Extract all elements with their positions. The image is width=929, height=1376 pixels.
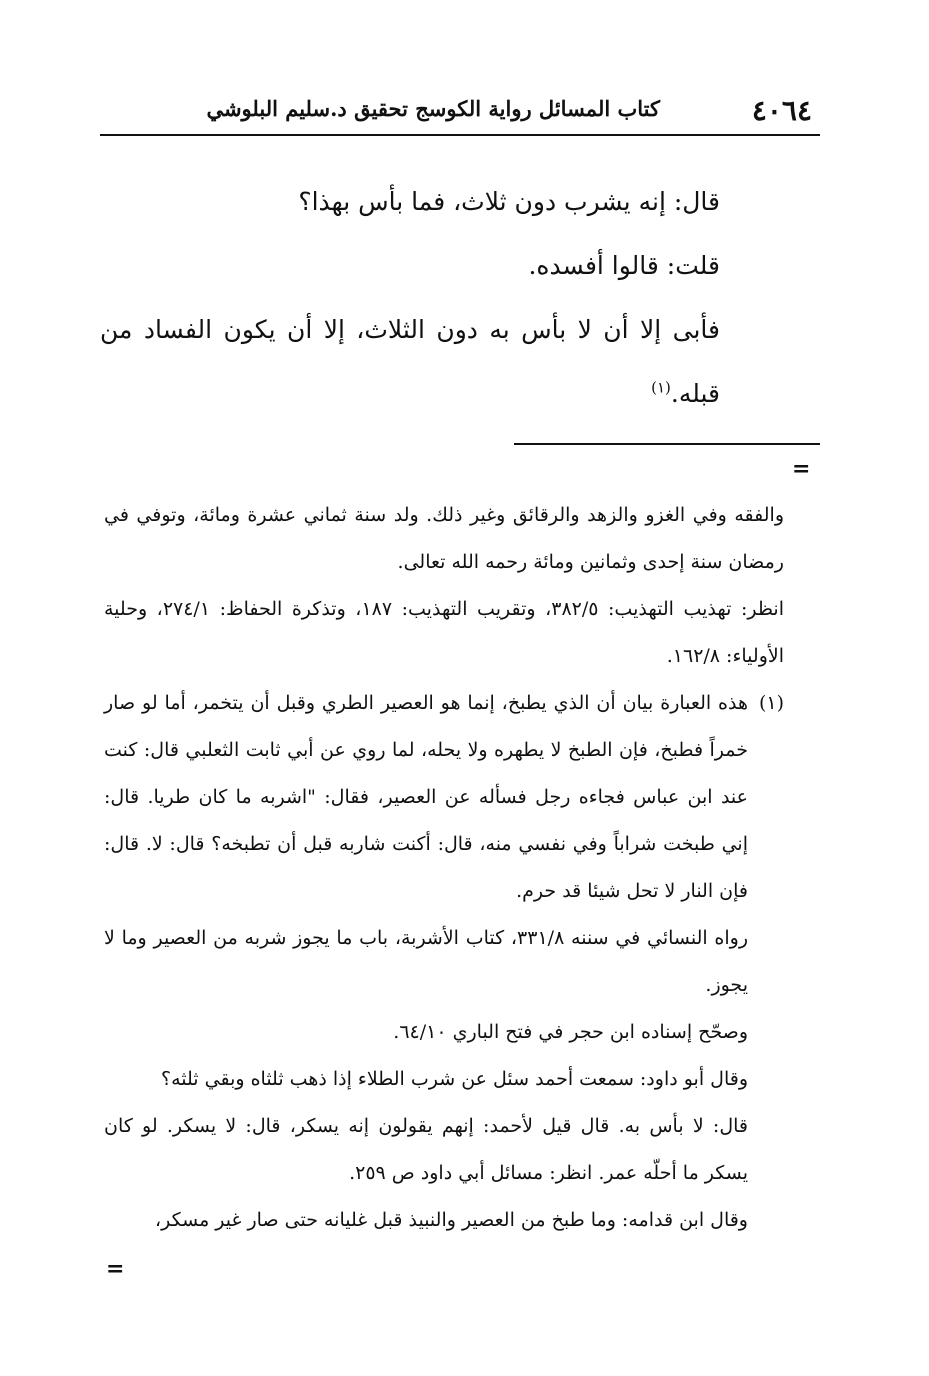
- footnote-separator: [514, 443, 820, 445]
- footnote-continued-paragraph: والفقه وفي الغزو والزهد والرقائق وغير ذلك. ولد سنة ثماني عشرة ومائة، وتوفي في رمضان سنة إحدى وثمانين ومائة رحمه الله تعالى.: [104, 504, 784, 573]
- footnote-paragraph: وقال أبو داود: سمعت أحمد سئل عن شرب الطلاء إذا ذهب ثلثاه وبقي ثلثه؟: [161, 1068, 748, 1090]
- footnote-paragraph: وصحّح إسناده ابن حجر في فتح الباري ٦٤/١٠.: [393, 1021, 748, 1043]
- main-line: قال: إنه يشرب دون ثلاث، فما بأس بهذا؟: [298, 187, 720, 216]
- continuation-mark-bottom: =: [106, 1256, 125, 1282]
- footnote-paragraph: وقال ابن قدامه: وما طبخ من العصير والنبيذ قبل غليانه حتى صار غير مسكر،: [155, 1209, 748, 1231]
- page-number: ٤٠٦٤: [751, 94, 812, 127]
- footnote-1: [104, 680, 784, 1244]
- footnotes: [104, 492, 784, 1244]
- main-line: [100, 298, 720, 426]
- footnote-body: [104, 680, 748, 1244]
- footnote-paragraph: هذه العبارة بيان أن الذي يطبخ، إنما هو العصير الطري وقبل أن يتخمر، أما لو صار خمراً فطبخ، فإن الطبخ لا يطهره ولا يحله، لما روي عن أبي ثابت الثعلبي قال: كنت عند ابن عباس فجاءه رجل فسأله عن العصير، فقال: "اشربه ما كان طريا. قال: إني طبخت شراباً وفي نفسي منه، قال: أكنت شاربه قبل أن تطبخه؟ قال: لا. قال: فإن النار لا تحل شيئا قد حرم.: [104, 692, 748, 902]
- footnote-paragraph: رواه النسائي في سننه ٣٣١/٨، كتاب الأشربة، باب ما يجوز شربه من العصير وما لا يجوز.: [104, 927, 748, 996]
- main-line: قلت: قالوا أفسده.: [528, 251, 720, 280]
- running-title: كتاب المسائل رواية الكوسج تحقيق د.سليم البلوشي: [206, 96, 660, 121]
- main-text: [100, 170, 720, 426]
- footnote-paragraph: قال: لا بأس به. قال قيل لأحمد: إنهم يقولون إنه يسكر، قال: لا يسكر. لو كان يسكر ما أحلّه عمر. انظر: مسائل أبي داود ص ٢٥٩.: [104, 1115, 748, 1184]
- footnote-continued-paragraph: انظر: تهذيب التهذيب: ٣٨٢/٥، وتقريب التهذيب: ١٨٧، وتذكرة الحفاظ: ٢٧٤/١، وحلية الأولياء: ١٦٢/٨.: [104, 598, 784, 667]
- continuation-mark-top: =: [792, 456, 811, 482]
- footnote-number: (١): [758, 692, 784, 714]
- footnote-reference: (١): [651, 378, 671, 397]
- header-rule: [100, 134, 820, 136]
- page-header: [100, 92, 820, 132]
- main-line-text: فأبى إلا أن لا بأس به دون الثلاث، إلا أن يكون الفساد من قبله.: [100, 315, 720, 408]
